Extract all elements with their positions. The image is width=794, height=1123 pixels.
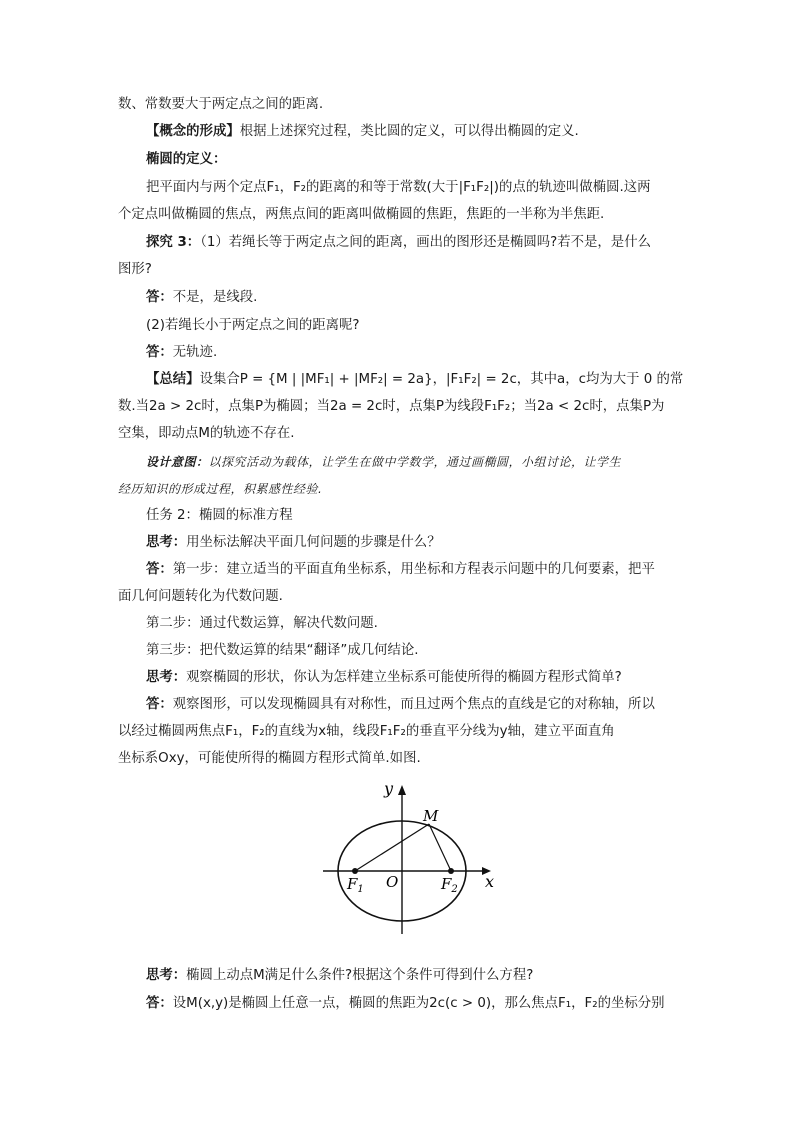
focus-f2-point xyxy=(448,868,454,874)
text-span: 第一步：建立适当的平面直角坐标系，用坐标和方程表示问题中的几何要素，把平 xyxy=(172,562,655,577)
focus-f1-point xyxy=(352,868,358,874)
f1-subscript: 1 xyxy=(357,884,364,895)
text-line: 以经过椭圆两焦点F₁，F₂的直线为x轴，线段F₁F₂的垂直平分线为y轴，建立平面直角 xyxy=(118,724,615,739)
text-line: 数、常数要大于两定点之间的距离. xyxy=(118,97,324,112)
answer-label: 答： xyxy=(146,996,173,1011)
section-label: 探究 3： xyxy=(146,235,201,250)
question-label: 思考： xyxy=(146,968,187,983)
heading-task-2: 任务 2：椭圆的标准方程 xyxy=(146,508,293,523)
text-line: 图形? xyxy=(118,262,152,277)
focus-f1-label xyxy=(346,875,364,895)
text-line: 第二步：通过代数运算，解决代数问题. xyxy=(146,616,378,631)
text-line: 空集，即动点M的轨迹不存在. xyxy=(118,426,295,441)
section-label: 设计意图： xyxy=(146,455,209,469)
answer-label: 答： xyxy=(146,345,173,360)
text-line: 经历知识的形成过程，积累感性经验. xyxy=(118,482,323,496)
y-axis-label: y xyxy=(384,779,394,798)
text-span: 椭圆上动点M满足什么条件?根据这个条件可得到什么方程? xyxy=(186,968,534,983)
text-span: 设集合P = {M | |MF₁| + |MF₂| = 2a}，|F₁F₂| = 2c，其中a，c均为大于 0 的常 xyxy=(199,372,684,387)
f2-main: F xyxy=(441,875,452,893)
f2-subscript: 2 xyxy=(451,884,458,895)
text-line: 面几何问题转化为代数问题. xyxy=(118,589,283,604)
answer-line xyxy=(146,560,678,580)
heading-ellipse-definition: 椭圆的定义： xyxy=(146,152,227,167)
text-span: 用坐标法解决平面几何问题的步骤是什么？ xyxy=(186,535,441,550)
answer-line xyxy=(146,343,678,363)
text-line: (2)若绳长小于两定点之间的距离呢? xyxy=(146,318,360,333)
y-axis-arrow xyxy=(398,785,406,795)
answer-line xyxy=(146,994,678,1014)
section-label: 【概念的形成】 xyxy=(146,124,240,139)
x-axis-label: x xyxy=(485,872,495,891)
answer-label: 答： xyxy=(146,562,173,577)
paragraph-summary xyxy=(146,370,684,390)
text-line: 数.当2a > 2c时，点集P为椭圆；当2a = 2c时，点集P为线段F₁F₂；当2a < 2c时，点集P为 xyxy=(118,399,665,414)
point-m-label: M xyxy=(423,807,439,825)
text-span: 根据上述探究过程，类比圆的定义，可以得出椭圆的定义. xyxy=(239,124,579,139)
f1-main: F xyxy=(347,875,358,893)
question-line xyxy=(146,533,678,553)
section-label: 【总结】 xyxy=(146,372,200,387)
text-line: 个定点叫做椭圆的焦点，两焦点间的距离叫做椭圆的焦距，焦距的一半称为半焦距. xyxy=(118,207,605,222)
text-line: 把平面内与两个定点F₁，F₂的距离的和等于常数(大于|F₁F₂|)的点的轨迹叫做椭圆.这两 xyxy=(146,180,651,195)
text-span: 以探究活动为载体，让学生在做中学数学，通过画椭圆，小组讨论，让学生 xyxy=(208,455,622,469)
text-span: 设M(x,y)是椭圆上任意一点，椭圆的焦距为2c(c > 0)，那么焦点F₁，F₂的坐标分别 xyxy=(172,996,665,1011)
answer-label: 答： xyxy=(146,290,173,305)
text-span: 不是，是线段. xyxy=(172,290,258,305)
answer-line xyxy=(146,288,678,308)
text-span: （1）若绳长等于两定点之间的距离，画出的图形还是椭圆吗?若不是，是什么 xyxy=(200,235,651,250)
text-span: 无轨迹. xyxy=(172,345,218,360)
question-label: 思考： xyxy=(146,670,187,685)
text-span: 观察图形，可以发现椭圆具有对称性，而且过两个焦点的直线是它的对称轴，所以 xyxy=(172,697,655,712)
focus-f2-label xyxy=(440,875,458,895)
paragraph-explore-3 xyxy=(146,233,678,253)
paragraph-concept-formation xyxy=(146,122,678,142)
question-line xyxy=(146,668,678,688)
question-label: 思考： xyxy=(146,535,187,550)
text-line: 坐标系Oxy，可能使所得的椭圆方程形式简单.如图. xyxy=(118,751,421,766)
origin-label: O xyxy=(386,873,399,891)
ellipse-coordinate-figure xyxy=(315,774,505,939)
text-line: 第三步：把代数运算的结果“翻译”成几何结论. xyxy=(146,643,419,658)
question-line xyxy=(146,966,678,986)
answer-label: 答： xyxy=(146,697,173,712)
segment-mf1 xyxy=(355,824,429,871)
answer-line xyxy=(146,695,678,715)
text-span: 观察椭圆的形状，你认为怎样建立坐标系可能使所得的椭圆方程形式简单? xyxy=(186,670,622,685)
paragraph-design-intent xyxy=(146,452,678,472)
